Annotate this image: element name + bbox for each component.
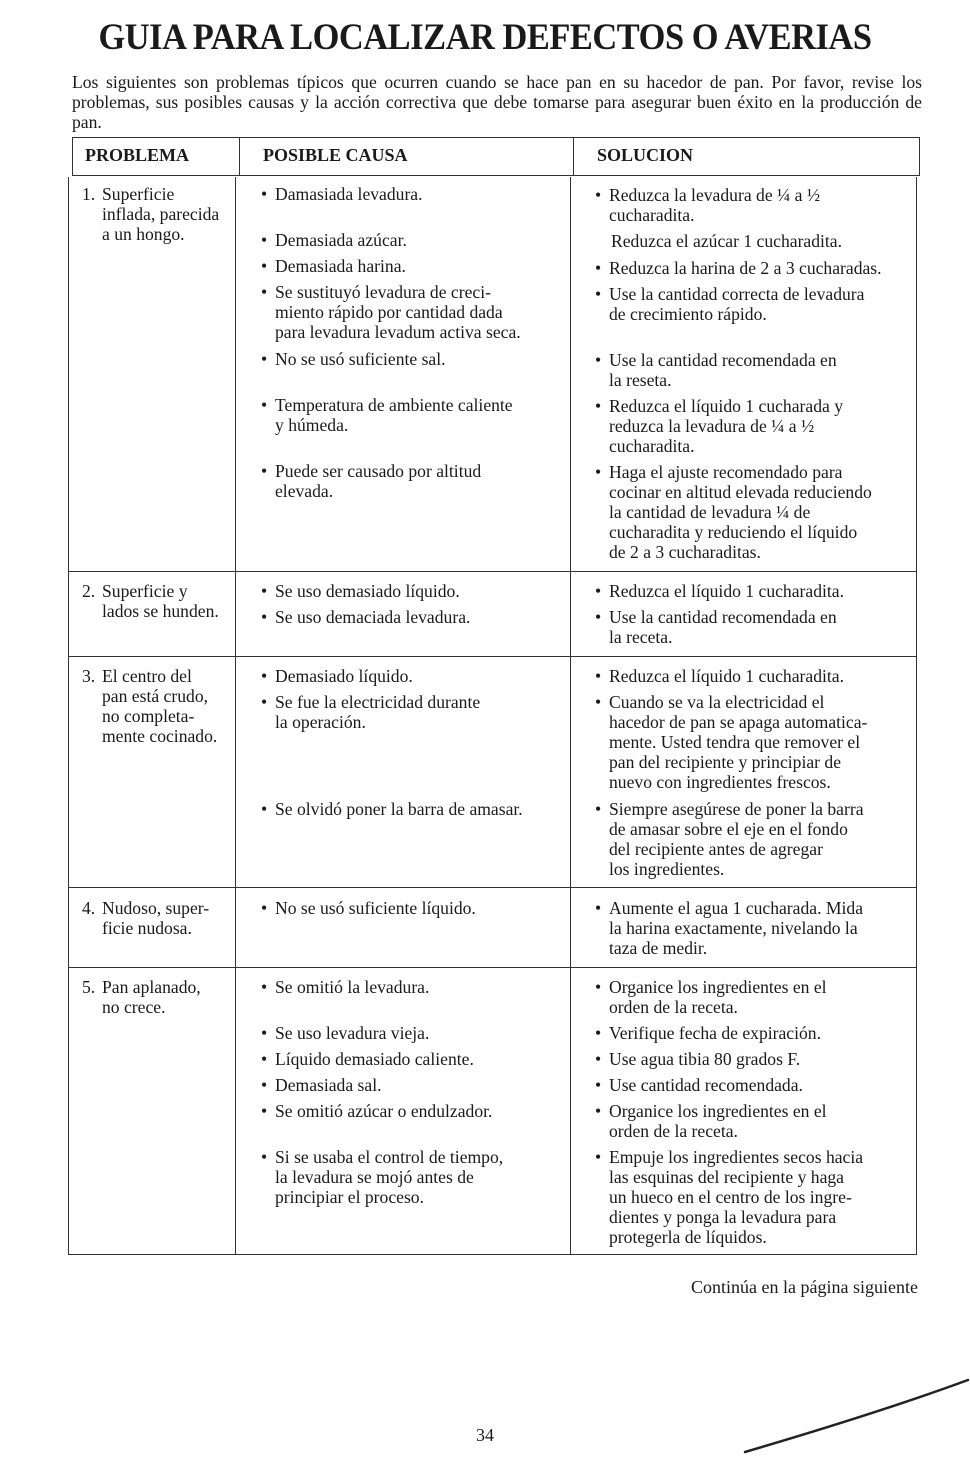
problem-line: pan está crudo, — [102, 686, 209, 706]
text-line: la levadura se mojó antes de — [275, 1167, 474, 1187]
text-line: Use cantidad recomendada. — [609, 1075, 803, 1095]
text-line: Demasiada sal. — [275, 1075, 382, 1095]
intro-paragraph: Los siguientes son problemas típicos que ocurren cuando se hace pan en su hacedor de pan. Por favor, revise los problemas, sus posibles causas y la acción correctiva que debe tomarse para asegurar buen éxito en la producción de pan. — [72, 72, 922, 132]
text-line: elevada. — [275, 481, 334, 501]
text-line: Use la cantidad recomendada en — [609, 350, 837, 370]
bullet-mark: • — [595, 258, 602, 278]
text-line: Use la cantidad recomendada en — [609, 607, 837, 627]
bullet-mark: • — [261, 1023, 268, 1043]
problem-line: Superficie — [102, 184, 175, 204]
bullet-mark: • — [261, 607, 268, 627]
text-line: Reduzca la levadura de ¼ a ½ — [609, 185, 821, 205]
bullet-mark: • — [595, 350, 602, 370]
text-line: Se omitió azúcar o endulzador. — [275, 1101, 493, 1121]
bullet-mark: • — [261, 256, 268, 276]
problem-line: Pan aplanado, — [102, 977, 201, 997]
text-line: Organice los ingredientes en el — [609, 977, 827, 997]
problem-line: Superficie y — [102, 581, 188, 601]
bullet-mark: • — [595, 1075, 602, 1095]
text-line: la operación. — [275, 712, 366, 732]
text-line: Líquido demasiado caliente. — [275, 1049, 474, 1069]
text-line: Demasiado líquido. — [275, 666, 413, 686]
problem-number: 2. — [82, 581, 96, 601]
bullet-mark: • — [595, 607, 602, 627]
text-line: reduzca la levadura de ¼ a ½ — [609, 416, 815, 436]
text-line: Verifique fecha de expiración. — [609, 1023, 821, 1043]
text-line: Si se usaba el control de tiempo, — [275, 1147, 504, 1167]
continued-note: Continúa en la página siguiente — [691, 1277, 918, 1297]
text-line: Reduzca el azúcar 1 cucharadita. — [611, 231, 843, 251]
problem-line: El centro del — [102, 666, 192, 686]
bullet-mark: • — [595, 581, 602, 601]
problem-line: Nudoso, super- — [102, 898, 210, 918]
bullet-mark: • — [595, 898, 602, 918]
text-line: Use agua tibia 80 grados F. — [609, 1049, 801, 1069]
bullet-mark: • — [261, 349, 268, 369]
problem-line: a un hongo. — [102, 224, 185, 244]
bullet-mark: • — [595, 1023, 602, 1043]
bullet-mark: • — [261, 666, 268, 686]
problem-line: inflada, parecida — [102, 204, 220, 224]
header-problem: PROBLEMA — [85, 145, 190, 165]
text-line: de crecimiento rápido. — [609, 304, 767, 324]
problem-line: no crece. — [102, 997, 166, 1017]
bullet-mark: • — [261, 692, 268, 712]
text-line: Se omitió la levadura. — [275, 977, 430, 997]
text-line: taza de medir. — [609, 938, 708, 958]
bullet-mark: • — [261, 230, 268, 250]
text-line: pan del recipiente y principiar de — [609, 752, 842, 772]
text-line: hacedor de pan se apaga automatica- — [609, 712, 868, 732]
text-line: principiar el proceso. — [275, 1187, 424, 1207]
bullet-mark: • — [595, 799, 602, 819]
bullet-mark: • — [261, 581, 268, 601]
bullet-mark: • — [261, 1075, 268, 1095]
text-line: las esquinas del recipiente y haga — [609, 1167, 844, 1187]
text-line: cucharadita y reduciendo el líquido — [609, 522, 858, 542]
text-line: los ingredientes. — [609, 859, 725, 879]
text-line: miento rápido por cantidad dada — [275, 302, 503, 322]
text-line: Haga el ajuste recomendado para — [609, 462, 843, 482]
text-line: cocinar en altitud elevada reduciendo — [609, 482, 872, 502]
header-cause: POSIBLE CAUSA — [263, 145, 408, 165]
bullet-mark: • — [595, 185, 602, 205]
text-line: Puede ser causado por altitud — [275, 461, 482, 481]
text-line: la harina exactamente, nivelando la — [609, 918, 858, 938]
problem-number: 1. — [82, 184, 96, 204]
text-line: Demasiada azúcar. — [275, 230, 407, 250]
bullet-mark: • — [261, 282, 268, 302]
text-line: Siempre asegúrese de poner la barra — [609, 799, 864, 819]
bullet-mark: • — [595, 977, 602, 997]
bullet-mark: • — [595, 1049, 602, 1069]
text-line: Reduzca el líquido 1 cucharadita. — [609, 666, 844, 686]
bullet-mark: • — [261, 898, 268, 918]
problem-line: mente cocinado. — [102, 726, 218, 746]
text-line: Aumente el agua 1 cucharada. Mida — [609, 898, 864, 918]
page-number: 34 — [476, 1425, 494, 1445]
text-line: Se uso demasiado líquido. — [275, 581, 460, 601]
problem-line: no completa- — [102, 706, 195, 726]
problem-number: 3. — [82, 666, 96, 686]
text-line: y húmeda. — [275, 415, 349, 435]
text-line: de 2 a 3 cucharaditas. — [609, 542, 761, 562]
bullet-mark: • — [261, 977, 268, 997]
text-line: dientes y ponga la levadura para — [609, 1207, 837, 1227]
text-line: Reduzca la harina de 2 a 3 cucharadas. — [609, 258, 882, 278]
text-line: orden de la receta. — [609, 997, 738, 1017]
text-line: de amasar sobre el eje en el fondo — [609, 819, 848, 839]
text-line: Demasiada harina. — [275, 256, 406, 276]
bullet-mark: • — [261, 1101, 268, 1121]
bullet-mark: • — [595, 284, 602, 304]
bullet-mark: • — [261, 184, 268, 204]
text-line: nuevo con ingredientes frescos. — [609, 772, 831, 792]
text-line: Reduzca el líquido 1 cucharada y — [609, 396, 843, 416]
problem-number: 5. — [82, 977, 96, 997]
text-line: para levadura levadum activa seca. — [275, 322, 521, 342]
text-line: Cuando se va la electricidad el — [609, 692, 825, 712]
text-line: la receta. — [609, 627, 673, 647]
bullet-mark: • — [595, 692, 602, 712]
bullet-mark: • — [261, 799, 268, 819]
problem-line: ficie nudosa. — [102, 918, 192, 938]
text-line: Temperatura de ambiente caliente — [275, 395, 513, 415]
text-line: Se sustituyó levadura de creci- — [275, 282, 491, 302]
text-line: cucharadita. — [609, 205, 695, 225]
text-line: Se uso demaciada levadura. — [275, 607, 471, 627]
text-line: Se olvidó poner la barra de amasar. — [275, 799, 523, 819]
text-line: la reseta. — [609, 370, 672, 390]
bullet-mark: • — [595, 462, 602, 482]
problem-number: 4. — [82, 898, 96, 918]
text-line: Se fue la electricidad durante — [275, 692, 481, 712]
page-title: GUIA PARA LOCALIZAR DEFECTOS O AVERIAS — [98, 17, 872, 58]
bullet-mark: • — [595, 396, 602, 416]
text-line: Se uso levadura vieja. — [275, 1023, 430, 1043]
bullet-mark: • — [261, 395, 268, 415]
text-line: Use la cantidad correcta de levadura — [609, 284, 865, 304]
bullet-mark: • — [595, 1101, 602, 1121]
header-solution: SOLUCION — [597, 145, 694, 165]
bullet-mark: • — [261, 1147, 268, 1167]
text-line: del recipiente antes de agregar — [609, 839, 823, 859]
problem-line: lados se hunden. — [102, 601, 219, 621]
text-line: Reduzca el líquido 1 cucharadita. — [609, 581, 844, 601]
text-line: mente. Usted tendra que remover el — [609, 732, 861, 752]
text-line: Empuje los ingredientes secos hacia — [609, 1147, 864, 1167]
text-line: Damasiada levadura. — [275, 184, 423, 204]
text-line: un hueco en el centro de los ingre- — [609, 1187, 852, 1207]
bullet-mark: • — [595, 1147, 602, 1167]
text-line: Organice los ingredientes en el — [609, 1101, 827, 1121]
text-line: cucharadita. — [609, 436, 695, 456]
text-line: protegerla de líquidos. — [609, 1227, 767, 1247]
bullet-mark: • — [261, 461, 268, 481]
text-line: No se usó suficiente sal. — [275, 349, 446, 369]
bullet-mark: • — [595, 666, 602, 686]
bullet-mark: • — [261, 1049, 268, 1069]
text-line: orden de la receta. — [609, 1121, 738, 1141]
text-line: la cantidad de levadura ¼ de — [609, 502, 811, 522]
text-line: No se usó suficiente líquido. — [275, 898, 476, 918]
